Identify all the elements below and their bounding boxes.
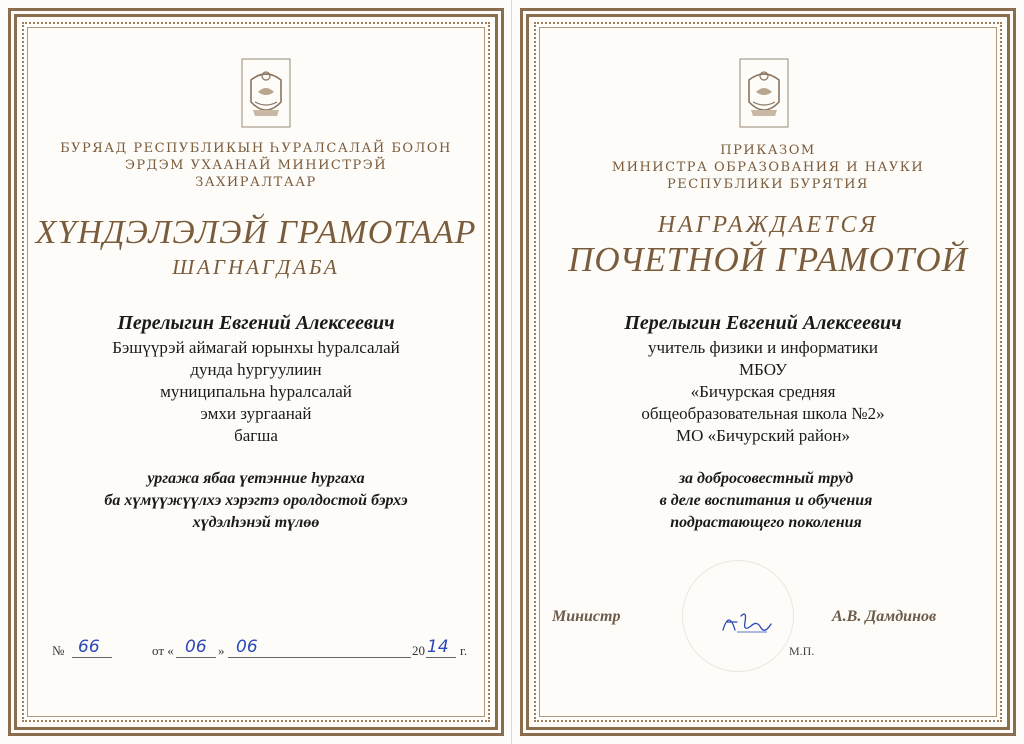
merit-line: в деле воспитания и обучения <box>659 492 873 509</box>
position-line: багша <box>234 426 278 445</box>
date-month: 06 <box>236 637 258 657</box>
ministry-line: РЕСПУБЛИКИ БУРЯТИЯ <box>667 177 869 192</box>
position-line: Бэшүүрэй аймагай юрынхы һуралсалай <box>112 338 400 357</box>
merit-line: подрастающего поколения <box>670 514 862 531</box>
merit-line: хүдэлһэнэй түлөө <box>192 514 320 531</box>
award-title: НАГРАЖДАЕТСЯ <box>657 212 879 238</box>
award-subtitle: ПОЧЕТНОЙ ГРАМОТОЙ <box>568 240 968 279</box>
year-prefix: 20 <box>412 643 425 658</box>
ministry-header <box>542 142 994 193</box>
recipient-position <box>0 337 512 447</box>
signer-name: А.В. Дамдинов <box>832 608 937 625</box>
number-value: 66 <box>78 637 100 657</box>
ministry-line: ПРИКАЗОМ <box>720 143 816 158</box>
buryatia-coat-of-arms-icon <box>739 58 789 128</box>
recipient-position <box>512 337 1024 447</box>
position-line: дунда һургуулиин <box>190 360 322 379</box>
date-from-label: от « <box>152 643 174 658</box>
recipient-name: Перелыгин Евгений Алексеевич <box>117 312 395 334</box>
merit-line: за добросовестный труд <box>678 470 854 487</box>
date-day-underline <box>176 657 216 658</box>
ministry-line: ЗАХИРАЛТААР <box>195 175 317 190</box>
ministry-line: БУРЯАД РЕСПУБЛИКЫН ҺУРАЛСАЛАЙ БОЛОН <box>60 141 452 156</box>
position-line: муниципальна һуралсалай <box>160 382 352 401</box>
registration-row <box>52 637 472 661</box>
merit-text <box>0 468 512 534</box>
recipient-name: Перелыгин Евгений Алексеевич <box>624 312 902 334</box>
certificate-page-russian <box>512 0 1024 744</box>
buryatia-coat-of-arms-icon <box>241 58 291 128</box>
position-line: эмхи зургаанай <box>200 404 312 423</box>
position-line: МО «Бичурский район» <box>675 426 851 445</box>
merit-line: ургажа ябаа үетэнние һургаха <box>147 470 365 487</box>
ministry-line: МИНИСТРА ОБРАЗОВАНИЯ И НАУКИ <box>611 160 925 175</box>
award-subtitle: ШАГНАГДАБА <box>172 255 340 279</box>
stamp-label: М.П. <box>789 644 815 658</box>
date-separator: » <box>218 643 225 658</box>
year-underline <box>426 657 456 658</box>
merit-text <box>512 468 1024 534</box>
ministry-header <box>30 140 482 191</box>
ministry-line: ЭРДЭМ УХААНАЙ МИНИСТРЭЙ <box>124 158 388 173</box>
year-suffix: 14 <box>427 637 449 657</box>
merit-line: ба хүмүүжүүлхэ хэрэгтэ оролдостой бэрхэ <box>104 492 408 509</box>
award-title: ХҮНДЭЛЭЛЭЙ ГРАМОТААР <box>35 214 477 251</box>
date-month-underline <box>228 657 411 658</box>
date-day: 06 <box>185 637 207 657</box>
position-line: учитель физики и информатики <box>647 338 879 357</box>
year-label: г. <box>460 643 468 658</box>
position-line: «Бичурская средняя <box>690 382 836 401</box>
number-label: № <box>52 643 65 658</box>
number-underline <box>72 657 112 658</box>
signer-title: Министр <box>552 608 621 625</box>
position-line: МБОУ <box>738 360 788 379</box>
position-line: общеобразовательная школа №2» <box>641 404 885 423</box>
handwritten-signature <box>717 606 777 638</box>
